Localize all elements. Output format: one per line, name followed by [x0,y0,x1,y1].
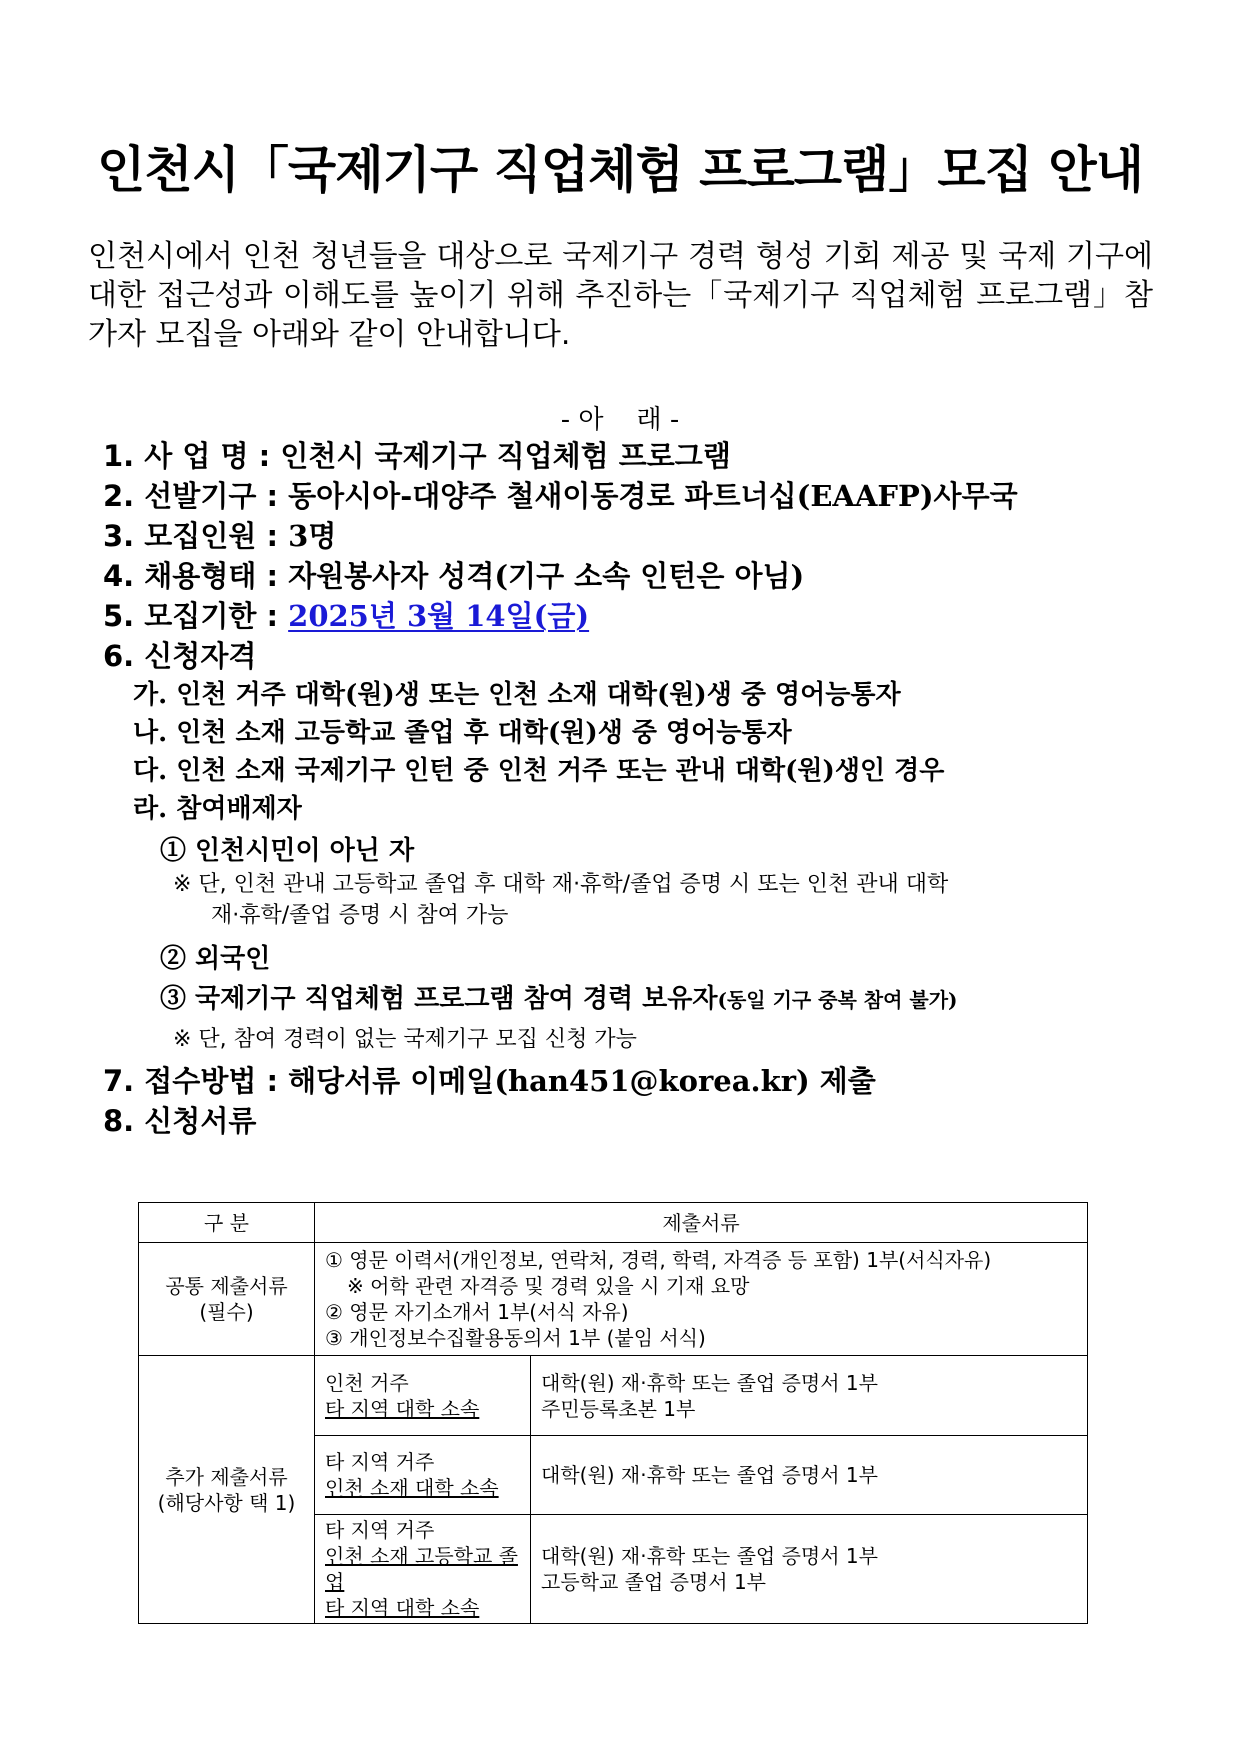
required-docs-cell [531,1356,1088,1436]
table-header-row [139,1203,1088,1243]
item-label: 5. 모집기한 : [103,599,289,633]
doc-line: 대학(원) 재·휴학 또는 졸업 증명서 1부 [541,1370,878,1395]
exclusion-text: ② 외국인 [160,944,271,974]
required-docs-cell [531,1436,1088,1515]
category-cell [139,1243,315,1356]
condition-cell [315,1515,531,1624]
eligibility-item: 라. 참여배제자 [133,794,302,824]
note-line: ※ 단, 인천 관내 고등학교 졸업 후 대학 재·휴학/졸업 증명 시 또는 인천 관내 대학 [173,872,949,897]
intro-paragraph [88,237,1153,354]
condition-line: 타 지역 거주 [325,1450,435,1474]
doc-line: ③ 개인정보수집활용동의서 1부 (붙임 서식) [325,1326,706,1350]
item-value: 3명 [288,519,337,553]
table-row-common [139,1243,1088,1356]
item-documents [103,1102,1163,1140]
doc-line: 고등학교 졸업 증명서 1부 [541,1570,766,1594]
item-eligibility [103,637,1163,675]
item-label: 3. 모집인원 : [103,519,289,553]
item-label: 6. 신청자격 [103,639,257,673]
eligibility-item: 가. 인천 거주 대학(원)생 또는 인천 소재 대학(원)생 중 영어능통자 [133,680,901,710]
condition-line: 인천 소재 고등학교 졸업 [325,1544,518,1594]
exclusion-item [160,833,1160,869]
common-docs-cell [315,1243,1088,1356]
table-header-cell: 제출서류 [315,1203,1088,1243]
deadline-link[interactable]: 2025년 3월 14일(금) [288,599,590,633]
page-title: 인천시「국제기구 직업체험 프로그램」모집 안내 [97,141,1143,199]
item-label: 7. 접수방법 : [103,1064,289,1098]
exclusion-item [160,941,1160,977]
condition-cell [315,1356,531,1436]
item-value: 인천시 국제기구 직업체험 프로그램 [280,439,731,473]
item-label: 1. 사 업 명 : [103,439,281,473]
category-sublabel: (해당사항 택 1) [157,1490,296,1515]
item-headcount [103,517,1163,555]
exclusion-note: ※ 단, 참여 경력이 없는 국제기구 모집 신청 가능 [173,1027,637,1052]
item-employment-type [103,557,1163,595]
doc-line: 대학(원) 재·휴학 또는 졸업 증명서 1부 [541,1544,878,1568]
doc-line: ※ 어학 관련 자격증 및 경력 있을 시 기재 요망 [347,1274,750,1298]
condition-line: 인천 소재 대학 소속 [325,1476,499,1500]
exclusion-text: ① 인천시민이 아닌 자 [160,836,415,866]
item-host-organization [103,477,1163,515]
eligibility-item: 다. 인천 소재 국제기구 인턴 중 인천 거주 또는 관내 대학(원)생인 경우 [133,756,945,786]
item-value: 동아시아-대양주 철새이동경로 파트너십(EAAFP)사무국 [288,479,1018,513]
note-line: 재·휴학/졸업 증명 시 참여 가능 [211,903,509,928]
doc-line: ② 영문 자기소개서 1부(서식 자유) [325,1300,629,1324]
exclusion-item [160,981,1160,1018]
condition-line: 타 지역 대학 소속 [325,1596,480,1620]
item-program-name [103,437,1163,475]
section-divider-heading: - 아 래 - [560,405,680,435]
eligibility-item: 나. 인천 소재 고등학교 졸업 후 대학(원)생 중 영어능통자 [133,718,792,748]
doc-line: ① 영문 이력서(개인정보, 연락처, 경력, 학력, 자격증 등 포함) 1부(서식자유) [325,1248,992,1272]
condition-line: 인천 거주 [325,1370,409,1395]
category-cell [139,1356,315,1624]
documents-table [138,1202,1088,1624]
item-label: 2. 선발기구 : [103,479,289,513]
table-header-cell: 구 분 [139,1203,315,1243]
intro-text: 인천시에서 인천 청년들을 대상으로 국제기구 경력 형성 기회 제공 및 국제 기구에 대한 접근성과 이해도를 높이기 위해 추진하는「국제기구 직업체험 프로그램」참가자 모집을 아래와 같이 안내합니다. [88,239,1153,352]
condition-cell [315,1436,531,1515]
condition-line: 타 지역 거주 [325,1518,435,1542]
item-submission-method [103,1062,1163,1100]
item-deadline [103,597,1163,635]
doc-line: 주민등록초본 1부 [541,1396,696,1421]
item-value: 해당서류 이메일(han451@korea.kr) 제출 [288,1064,876,1098]
doc-line: 대학(원) 재·휴학 또는 졸업 증명서 1부 [541,1463,878,1487]
category-label: 추가 제출서류 [165,1464,288,1489]
category-sublabel: (필수) [199,1300,254,1324]
category-label: 공통 제출서류 [165,1274,288,1298]
exclusion-note [173,869,1153,931]
exclusion-note-inline: (동일 기구 중복 참여 불가) [717,988,958,1012]
exclusion-text: ③ 국제기구 직업체험 프로그램 참여 경력 보유자 [160,984,718,1014]
table-row-additional [139,1356,1088,1436]
condition-line: 타 지역 대학 소속 [325,1396,480,1421]
item-value: 자원봉사자 성격(기구 소속 인턴은 아님) [288,559,805,593]
item-label: 4. 채용형태 : [103,559,289,593]
item-label: 8. 신청서류 [103,1104,257,1138]
required-docs-cell [531,1515,1088,1624]
